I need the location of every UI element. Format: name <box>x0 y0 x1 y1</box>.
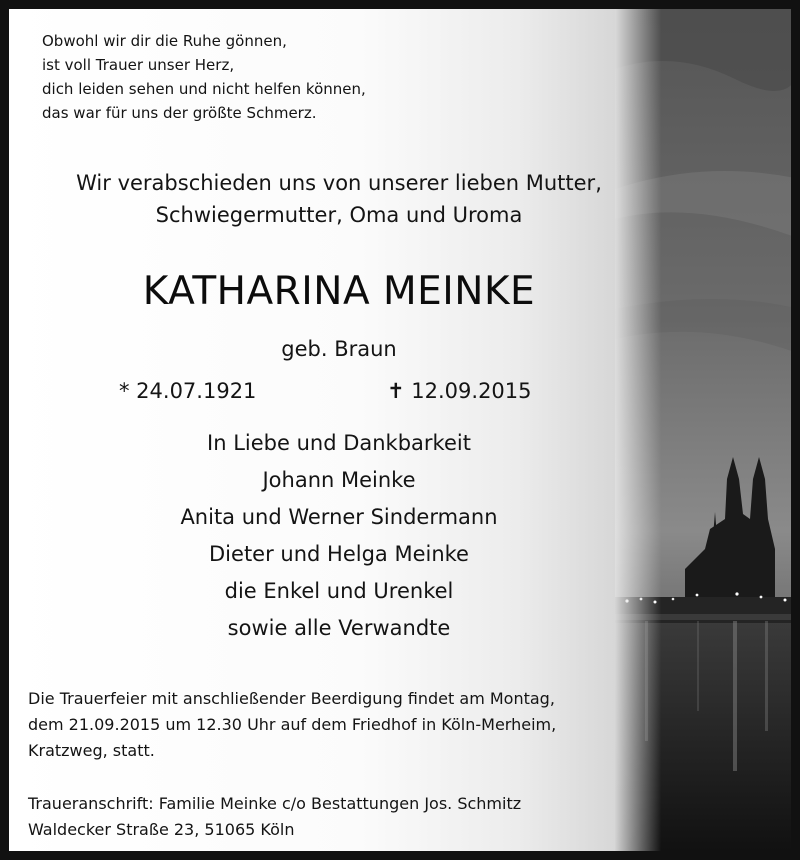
intro-line: Wir verabschieden uns von unserer lieben Mutter, <box>76 171 602 195</box>
ceremony-line: Die Trauerfeier mit anschließender Beerdigung findet am Montag, <box>28 689 555 708</box>
birth-date: * 24.07.1921 <box>119 379 257 403</box>
ceremony-line: Kratzweg, statt. <box>28 741 155 760</box>
mourners-list <box>9 425 669 647</box>
maiden-name: geb. Braun <box>281 337 397 361</box>
poem-line: das war für uns der größte Schmerz. <box>42 104 317 122</box>
mourners-line: Dieter und Helga Meinke <box>209 542 469 566</box>
mourners-line: Anita und Werner Sindermann <box>180 505 498 529</box>
mourners-line: Johann Meinke <box>262 468 416 492</box>
mourners-line: In Liebe und Dankbarkeit <box>207 431 471 455</box>
poem-line: Obwohl wir dir die Ruhe gönnen, <box>42 32 287 50</box>
deceased-name: KATHARINA MEINKE <box>142 269 536 314</box>
mourners-line: die Enkel und Urenkel <box>224 579 454 603</box>
farewell-intro <box>9 167 669 231</box>
poem-line: ist voll Trauer unser Herz, <box>42 56 235 74</box>
address-line: Waldecker Straße 23, 51065 Köln <box>28 820 295 839</box>
death-date: ✝ 12.09.2015 <box>387 379 532 403</box>
mourning-address <box>28 791 521 843</box>
mourners-line: sowie alle Verwandte <box>227 616 451 640</box>
poem <box>42 29 366 125</box>
poem-line: dich leiden sehen und nicht helfen können, <box>42 80 366 98</box>
funeral-details <box>28 686 556 764</box>
address-line: Traueranschrift: Familie Meinke c/o Bestattungen Jos. Schmitz <box>28 794 522 813</box>
ceremony-line: dem 21.09.2015 um 12.30 Uhr auf dem Friedhof in Köln-Merheim, <box>28 715 557 734</box>
intro-line: Schwiegermutter, Oma und Uroma <box>155 203 523 227</box>
